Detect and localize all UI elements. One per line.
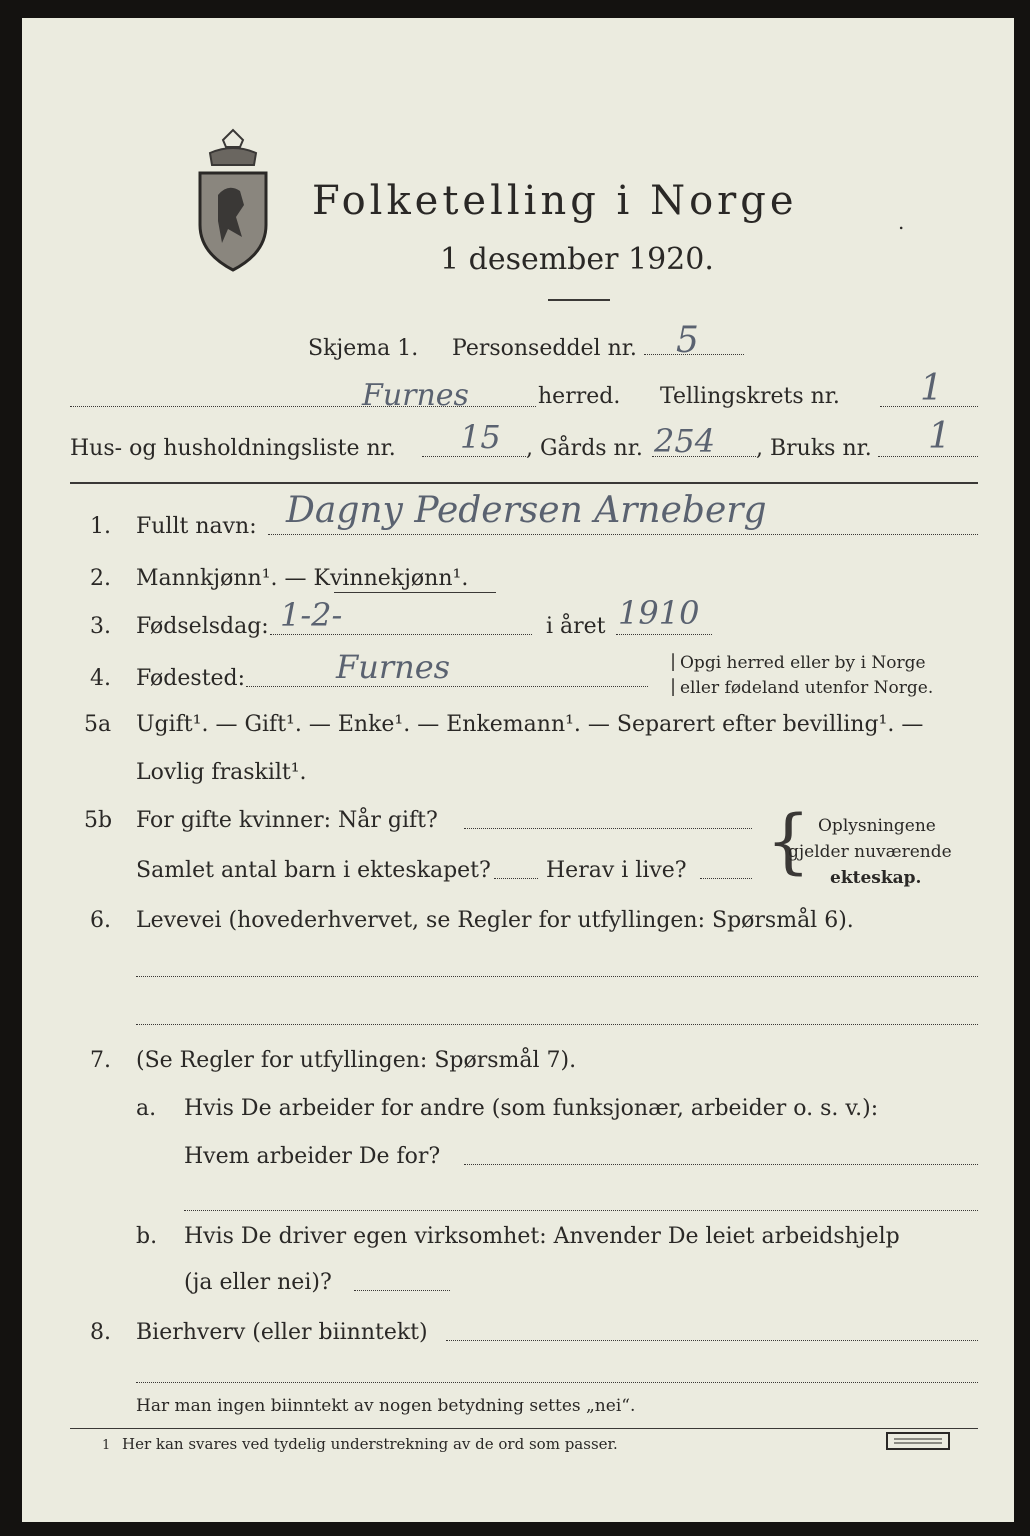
q5b-children-field-line bbox=[494, 878, 538, 879]
q7a-line2: Hvem arbeider De for? bbox=[184, 1144, 441, 1169]
q5b-note-brace: { bbox=[766, 800, 811, 882]
q7a-line1: Hvis De arbeider for andre (som funksjonær, arbeider o. s. v.): bbox=[184, 1096, 879, 1121]
q7a-letter: a. bbox=[136, 1096, 157, 1121]
q5b-note-line2: gjelder nuværende bbox=[788, 842, 952, 862]
form-title: Folketelling i Norge bbox=[312, 178, 798, 224]
gards-value: 254 bbox=[654, 422, 716, 460]
q5b-children-label: Samlet antal barn i ekteskapet? bbox=[136, 858, 491, 883]
q7b-field-line bbox=[354, 1290, 450, 1291]
hus-label: Hus- og husholdningsliste nr. bbox=[70, 436, 396, 461]
printer-stamp-icon bbox=[886, 1432, 950, 1450]
bruks-label: , Bruks nr. bbox=[756, 436, 872, 461]
q3-year-field-line bbox=[616, 634, 712, 635]
q8-number: 8. bbox=[90, 1320, 111, 1345]
q5a-line2: Lovlig fraskilt¹. bbox=[136, 760, 307, 785]
q4-value: Furnes bbox=[336, 648, 451, 686]
personseddel-value: 5 bbox=[676, 320, 699, 361]
q7b-line1: Hvis De driver egen virksomhet: Anvender De leiet arbeidshjelp bbox=[184, 1224, 900, 1249]
q1-label: Fullt navn: bbox=[136, 514, 257, 539]
hus-field-line bbox=[422, 456, 526, 457]
footer-rule bbox=[70, 1428, 978, 1429]
q7b-line2: (ja eller nei)? bbox=[184, 1270, 332, 1295]
q7b-letter: b. bbox=[136, 1224, 158, 1249]
q8-label: Bierhverv (eller biinntekt) bbox=[136, 1320, 428, 1345]
footnote-mark: 1 bbox=[102, 1438, 111, 1453]
q3-year-label: i året bbox=[546, 614, 606, 639]
form-subtitle: 1 desember 1920. bbox=[440, 242, 714, 277]
q3-value: 1-2- bbox=[280, 596, 343, 634]
q2-underline bbox=[334, 592, 496, 593]
q4-note-brace-top: | bbox=[670, 651, 677, 672]
q8-field-line-1 bbox=[446, 1340, 978, 1341]
header-rule bbox=[70, 482, 978, 484]
title-divider bbox=[548, 299, 610, 301]
q5a-line1: Ugift¹. — Gift¹. — Enke¹. — Enkemann¹. — Separert efter bevilling¹. — bbox=[136, 712, 924, 737]
herred-value: Furnes bbox=[362, 378, 469, 413]
title-dot: . bbox=[898, 210, 905, 234]
q3-year-value: 1910 bbox=[618, 594, 700, 632]
q6-field-line-1 bbox=[136, 976, 978, 977]
nei-note: Har man ingen biinntekt av nogen betydning settes „nei“. bbox=[136, 1396, 636, 1416]
q1-value: Dagny Pedersen Arneberg bbox=[286, 490, 767, 531]
tellingskrets-label: Tellingskrets nr. bbox=[660, 384, 840, 409]
q3-label: Fødselsdag: bbox=[136, 614, 269, 639]
q8-field-line-2 bbox=[136, 1382, 978, 1383]
q4-note-line1: Opgi herred eller by i Norge bbox=[680, 653, 926, 673]
q2-number: 2. bbox=[90, 566, 111, 591]
tellingskrets-value: 1 bbox=[920, 368, 943, 409]
q6-label: Levevei (hovederhvervet, se Regler for utfyllingen: Spørsmål 6). bbox=[136, 908, 854, 933]
herred-label: herred. bbox=[538, 384, 621, 409]
bruks-value: 1 bbox=[928, 416, 951, 457]
q5b-line1: For gifte kvinner: Når gift? bbox=[136, 808, 438, 833]
personseddel-label: Personseddel nr. bbox=[452, 336, 637, 361]
q5b-note-line3: ekteskap. bbox=[830, 868, 922, 888]
skjema-label: Skjema 1. bbox=[308, 336, 419, 361]
q3-number: 3. bbox=[90, 614, 111, 639]
q7a-field-line-2 bbox=[184, 1210, 978, 1211]
gards-label: , Gårds nr. bbox=[526, 436, 643, 461]
q4-field-line bbox=[246, 686, 648, 687]
q1-number: 1. bbox=[90, 514, 111, 539]
q3-field-line bbox=[270, 634, 532, 635]
q6-number: 6. bbox=[90, 908, 111, 933]
q5a-number: 5a bbox=[84, 712, 112, 737]
q5b-living-field-line bbox=[700, 878, 752, 879]
q4-label: Fødested: bbox=[136, 666, 246, 691]
q5b-number: 5b bbox=[84, 808, 113, 833]
q7-label: (Se Regler for utfyllingen: Spørsmål 7). bbox=[136, 1048, 577, 1073]
q4-number: 4. bbox=[90, 666, 111, 691]
q5b-married-field-line bbox=[464, 828, 752, 829]
norwegian-coat-of-arms-icon bbox=[188, 125, 278, 275]
footnote-text: Her kan svares ved tydelig understrekning av de ord som passer. bbox=[122, 1435, 618, 1453]
q7a-field-line-1 bbox=[464, 1164, 978, 1165]
q7-number: 7. bbox=[90, 1048, 111, 1073]
q4-note-brace-bottom: | bbox=[670, 676, 677, 697]
q2-label: Mannkjønn¹. — Kvinnekjønn¹. bbox=[136, 566, 469, 591]
q1-field-line bbox=[268, 534, 978, 535]
q5b-living-label: Herav i live? bbox=[546, 858, 687, 883]
q5b-note-line1: Oplysningene bbox=[818, 816, 936, 836]
q6-field-line-2 bbox=[136, 1024, 978, 1025]
q4-note-line2: eller fødeland utenfor Norge. bbox=[680, 678, 934, 698]
hus-value: 15 bbox=[460, 418, 501, 456]
